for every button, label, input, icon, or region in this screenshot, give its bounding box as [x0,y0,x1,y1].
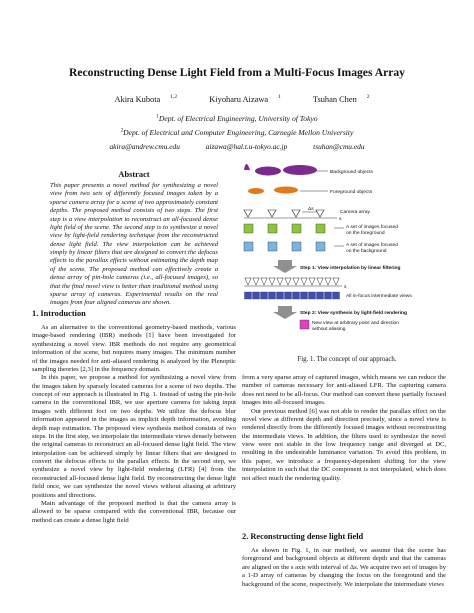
foreground-objects [248,187,298,195]
foreground-object [274,187,298,194]
step2-arrow [273,306,297,319]
abstract-heading: Abstract [118,170,150,179]
all-in-focus-view [245,292,252,299]
camera-icon [269,278,275,285]
email-list [0,142,474,151]
author: Kiyoharu Aizawa $^1$ [209,94,281,104]
camera-icon [292,210,300,217]
camera-icon [285,278,291,285]
all-in-focus-view [325,292,332,299]
background-objects [244,164,317,176]
introduction-text [32,324,236,525]
paragraph: As an alternative to the conventional geometry-based methods, various image-based rendering (IBR) methods [1] have been investigated for synthesizing a novel view. IBR methods do not require any geometrical information of the scene, but requires many images. The minimum number of the images needed for anti-aliased rendering is analyzed by the Plenoptic sampling theories [2,3] in the frequency domain. [32,324,236,373]
camera-icon [244,210,252,217]
camera-icon [253,278,259,285]
dense-s-axis-label: s [344,285,347,290]
camera-icon [277,278,283,285]
affiliation: $^2$Dept. of Electrical and Computer Engineering, Carnegie Mellon University [120,128,354,137]
paragraph: Our previous method [6] was not able to render the parallax effect on the novel view at different depth and direction precisely, since a novel view is rendered directly from the differently focused images without reconstructing the intermediate views. In addition, the filters used to synthesize the novel view were not stable in the low frequency range and diverged at DC, resulting in the undesirable luminance variation. To avoid this problem, in this paper, we introduce a frequency-dependent shifting for the view interpolation in such that the DC component is not interpolated, which does not affect much the rendering quality. [242,407,446,482]
camera-icon [261,278,267,285]
background-object [244,164,250,170]
background-object [283,165,317,175]
email: akira@andrew.cmu.edu [109,142,180,151]
author: Akira Kubota $^{1,2}$ [114,94,178,104]
background-focused-label: A set of images focused on the background [346,243,398,254]
foreground-focused-label: A set of images focused on the foreground [346,225,398,236]
author: Tsuhan Chen $^2$ [312,94,370,104]
new-view-label: New view at arbitrary point and direction without aliasing [312,321,399,332]
camera-icon [245,278,251,285]
paragraph: As shown in Fig. 1, in our method, we assume that the scene has foreground and background objects at different depth and that the cameras are aligned on the s axis with interval of Δs. We acquire two set of images by a 1-D array of cameras by changing the focus on the foreground and the background of the scene, respectively. We interpolate the intermediate views [242,547,446,588]
email: tsuhan@cmu.edu [313,142,365,151]
camera-icon [309,278,315,285]
camera-icon [317,278,323,285]
camera-array-label: Camera array [340,210,370,215]
all-in-focus-view [333,292,340,299]
all-in-focus-view [253,292,260,299]
abstract-text: This paper presents a novel method for synthesizing a novel view from two sets of differently focused images taken by a sparse camera array for a scene of two approximately constant depths. The proposed method consists of two steps. The first step is a view interpolation to reconstruct an all-focused dense light field of the scene. The second step is to synthesize a novel view by light-field rendering technique from the reconstructed dense light field. The view interpolation can be achieved simply by linear filters that are designed to convert the defocus effects to the parallax effects without estimating the depth map of the scene. The proposed method can effectively create a dense array of pin-hole cameras (i.e., all-focused images), so that the final novel view is better than traditional method using sparse array of cameras. Experimental results on the real images from four aligned cameras are shown. [50,182,218,307]
foreground-focused-image [268,224,277,233]
all-in-focus-view [317,292,324,299]
right-column-text [242,374,446,483]
all-in-focus-view [269,292,276,299]
paper-title: Reconstructing Dense Light Field from a Multi-Focus Images Array [69,66,405,79]
background-focused-image [292,242,301,251]
step1-arrow [273,260,297,273]
author-list [0,94,474,104]
foreground-focused-image [316,224,325,233]
affiliation: $^1$Dept. of Electrical Engineering, University of Tokyo [156,114,318,123]
all-in-focus-view [261,292,268,299]
all-in-focus-view [285,292,292,299]
background-focused-image [268,242,277,251]
section2-text [242,547,446,589]
foreground-objects-label: Foreground objects [330,190,373,195]
foreground-focused-image [244,224,253,233]
delta-s-label: Δs [308,207,314,212]
figure-caption: Fig. 1. The concept of our approach. [297,356,397,363]
camera-icon [325,278,331,285]
new-view-swatch [300,320,309,329]
step2-label: Step 2: View synthesis by light-field rendering [300,311,407,316]
camera-icon [268,210,276,217]
concept-figure [242,160,452,368]
background-focused-image [244,242,253,251]
all-in-focus-view [277,292,284,299]
foreground-focused-image [292,224,301,233]
paragraph: from a very sparse array of captured images, which means we can reduce the number of cameras necessary for anti-aliased LFR. The capturing camera does not need to be all-focus. Our method can convert these partially focused images into all-focused images. [242,374,446,407]
background-objects-label: Background objects [330,170,373,175]
step1-label: Step 1: View interpolation by linear filtering [300,266,401,271]
camera-icon [333,278,339,285]
background-focused-image [316,242,325,251]
section-heading-reconstructing: 2. Reconstructing dense light field [242,532,364,541]
email: aizawa@hal.t.u-tokyo.ac.jp [205,142,288,151]
all-in-focus-view [309,292,316,299]
foreground-object [248,188,264,194]
foreground-focused-images [244,224,344,233]
background-object [255,167,281,176]
all-in-focus-view [301,292,308,299]
all-in-focus-view [293,292,300,299]
all-in-focus-label: All in-focus intermediate views [346,294,412,299]
camera-icon [301,278,307,285]
s-axis-label: s [339,217,342,222]
background-focused-images [244,242,344,251]
paragraph: Main advantage of the proposed method is that the camera array is allowed to be sparse compared with the conventional IBR, because our method can create a dense light field [32,499,236,524]
camera-icon [316,210,324,217]
section-heading-introduction: 1. Introduction [32,309,86,318]
paragraph: In this paper, we propose a method for synthesizing a novel view from the images taken by sparsely located cameras for a scene of two depths. The concept of our approach is illustrated in Fig. 1. Instead of using the pin-hole camera in the conventional IBR, we use aperture camera for taking input images with different foci on two depths. We utilize the defocus blur information appeared in the images as implicit depth information, avoiding depth map estimation. The proposed view synthesis method consists of two steps. In the first step, we interpolate the intermediate views densely between the original cameras to reconstruct an all-focused dense light field. The view interpolation can be achieved simply by linear filters that are designed to convert the defocus effects to the parallax effects. In the second step, we synthesize a novel view by light-field rendering (LFR) [4] from the reconstructed all-focused dense light field. By reconstructing the dense light field once, we can synthesize the novel views without aliasing at arbitrary positions and directions. [32,374,236,499]
all-in-focus-views [245,292,340,299]
dense-camera-array [245,278,339,285]
camera-icon [293,278,299,285]
